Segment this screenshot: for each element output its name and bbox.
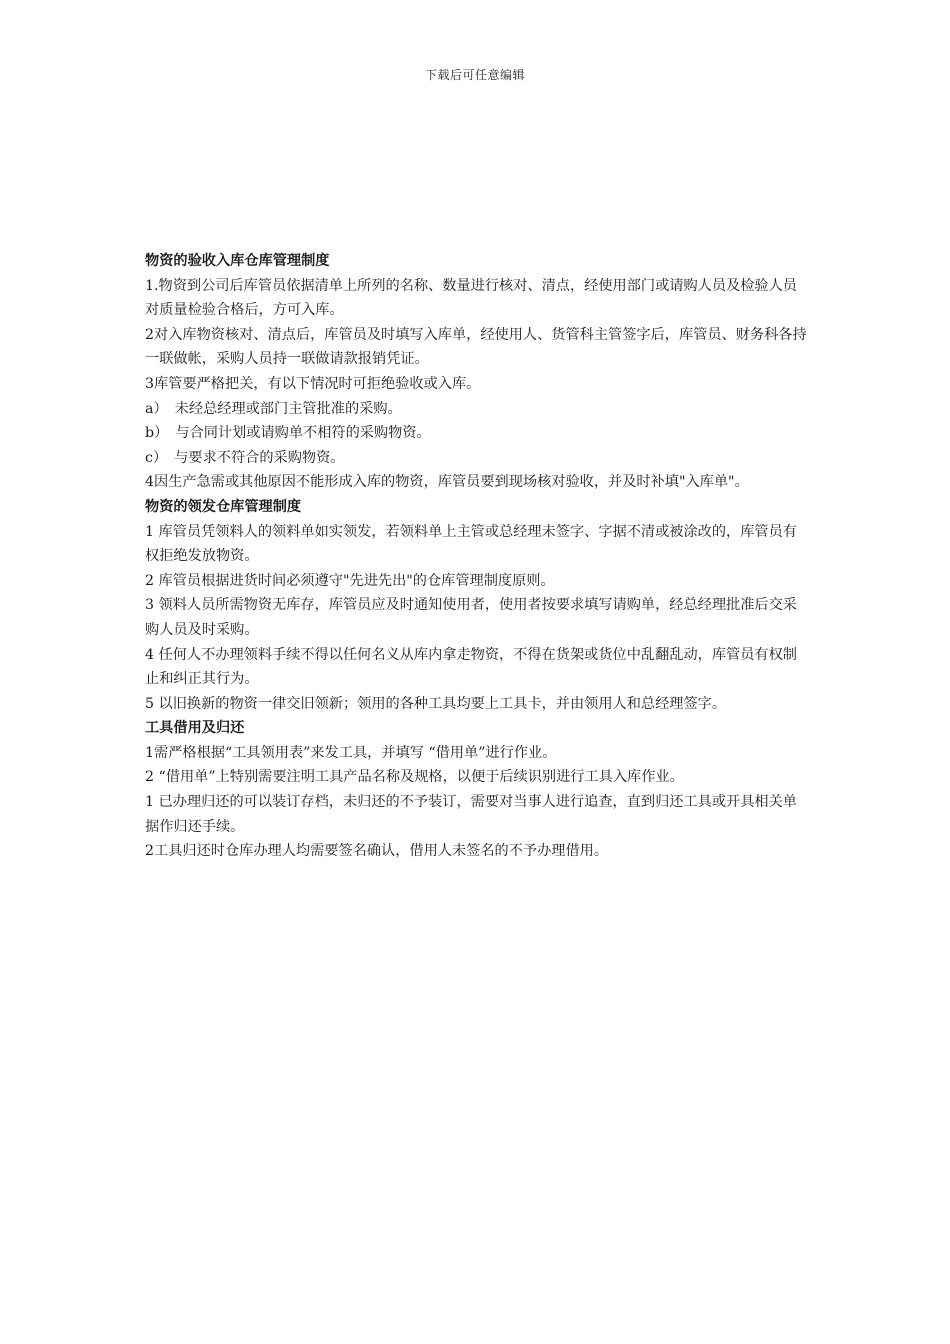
paragraph: 4因生产急需或其他原因不能形成入库的物资，库管员要到现场核对验收，并及时补填"入库单"。	[145, 474, 749, 491]
paragraph: 2 “借用单”上特别需要注明工具产品名称及规格，以便于后续识别进行工具入库作业。	[145, 769, 684, 786]
paragraph: 2 库管员根据进货时间必须遵守"先进先出"的仓库管理制度原则。	[145, 572, 555, 589]
paragraph: 1 已办理归还的可以装订存档，未归还的不予装订，需要对当事人进行追查，直到归还工具或开具相关单据作归还手续。	[145, 794, 797, 835]
list-item: b） 与合同计划或请购单不相符的采购物资。	[145, 425, 431, 442]
paragraph: 3库管要严格把关，有以下情况时可拒绝验收或入库。	[145, 375, 481, 392]
list-item: a） 未经总经理或部门主管批准的采购。	[145, 400, 402, 417]
paragraph: 1.物资到公司后库管员依据清单上所列的名称、数量进行核对、清点，经使用部门或请购人员及检验人员对质量检验合格后，方可入库。	[145, 277, 797, 319]
page-header: 下载后可任意编辑	[424, 68, 525, 82]
section-heading-receiving: 物资的验收入库仓库管理制度	[145, 253, 330, 269]
document-body	[145, 249, 810, 864]
paragraph: 3 领料人员所需物资无库存，库管员应及时通知使用者，使用者按要求填写请购单，经总经理批准后交采购人员及时采购。	[145, 597, 797, 638]
paragraph: 1需严格根据“工具领用表”来发工具，并填写 “借用单”进行作业。	[145, 744, 557, 761]
paragraph: 2工具归还时仓库办理人均需要签名确认，借用人未签名的不予办理借用。	[145, 843, 609, 860]
paragraph: 5 以旧换新的物资一律交旧领新；领用的各种工具均要上工具卡，并由领用人和总经理签字。	[145, 695, 727, 712]
paragraph: 4 任何人不办理领料手续不得以任何名义从库内拿走物资，不得在货架或货位中乱翻乱动，库管员有权制止和纠正其行为。	[145, 646, 797, 688]
section-heading-issuing: 物资的领发仓库管理制度	[145, 498, 302, 515]
section-heading-tools: 工具借用及归还	[145, 720, 245, 737]
list-item: c） 与要求不符合的采购物资。	[145, 449, 345, 466]
paragraph: 1 库管员凭领料人的领料单如实领发，若领料单上主管或总经理未签字、字据不清或被涂改的，库管员有权拒绝发放物资。	[145, 523, 797, 565]
paragraph: 2对入库物资核对、清点后，库管员及时填写入库单，经使用人、货管科主管签字后，库管员、财务科各持一联做帐，采购人员持一联做请款报销凭证。	[145, 326, 807, 368]
